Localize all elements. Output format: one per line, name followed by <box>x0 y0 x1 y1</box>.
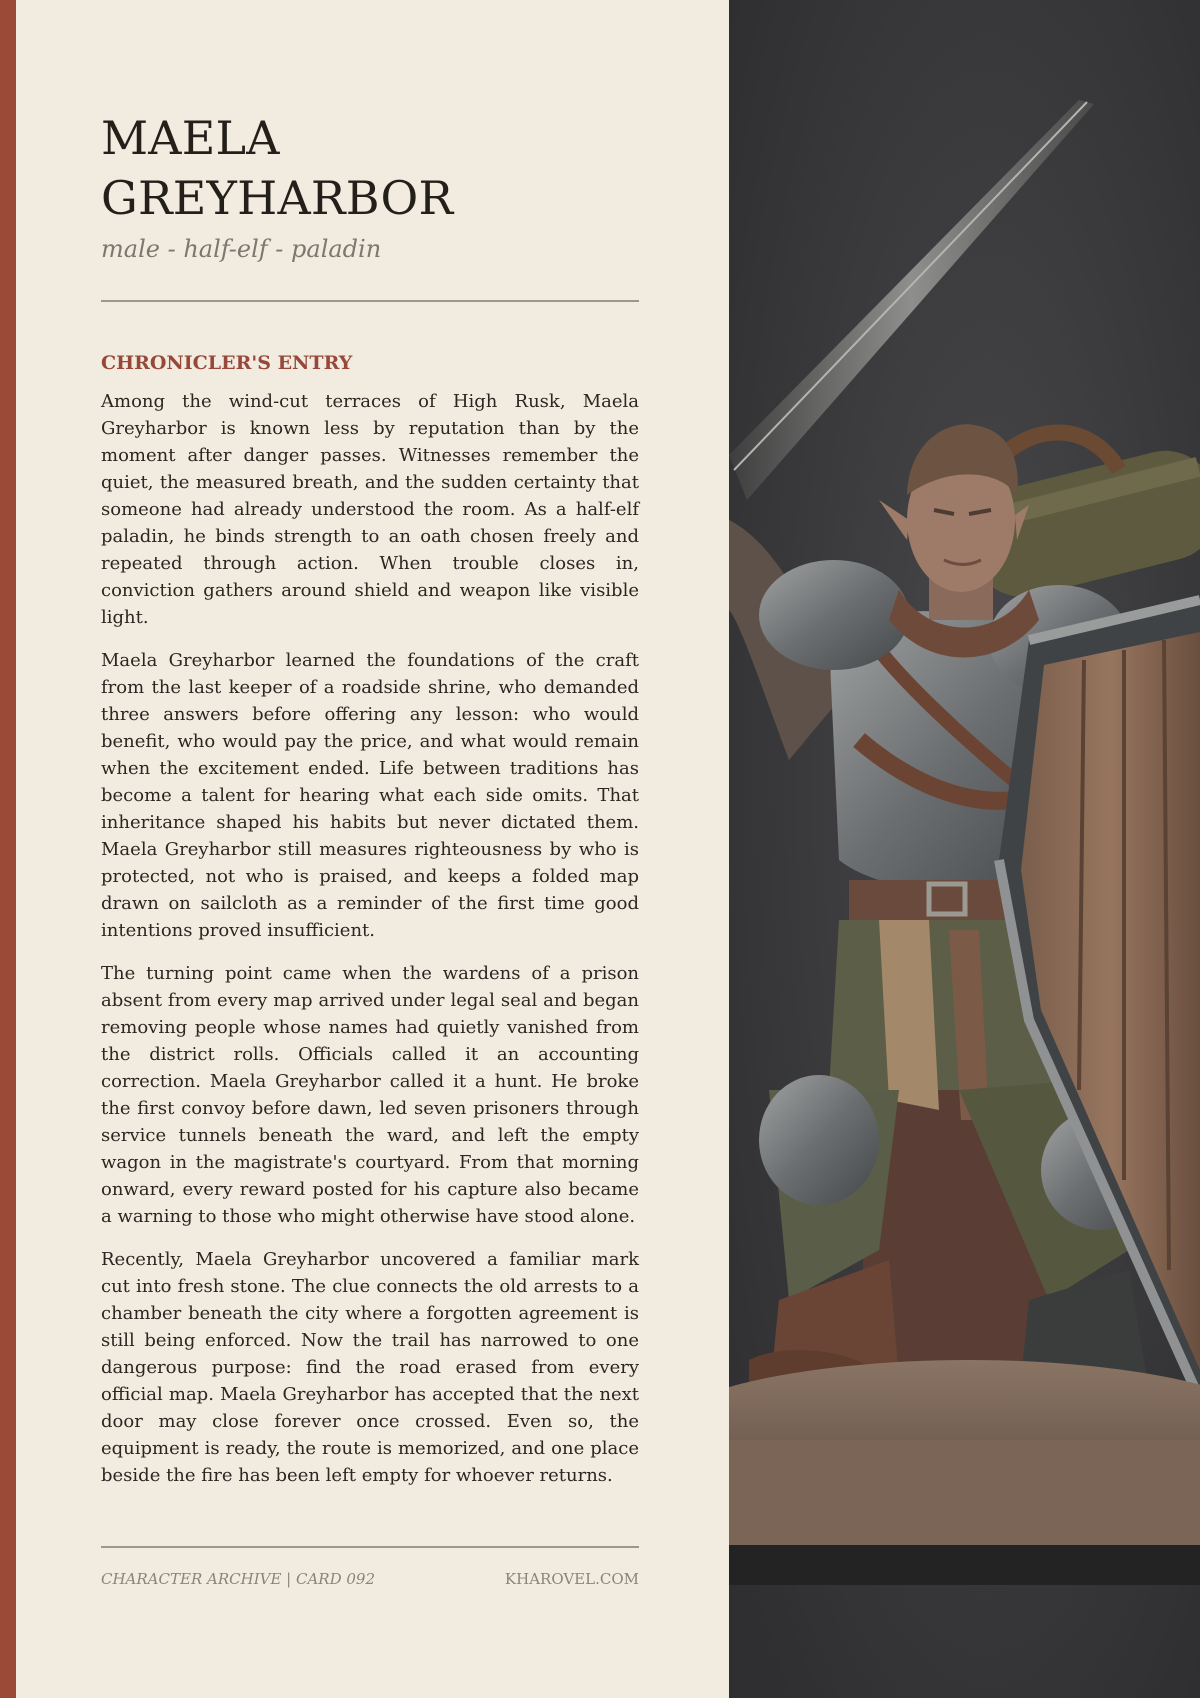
accent-bar <box>0 0 16 1698</box>
entry-paragraph-3: The turning point came when the wardens of a prison absent from every map arrived under legal seal and began removing people whose names had quietly vanished from the district rolls. Officials called it an accounting correction. Maela Greyharbor called it a hunt. He broke the first convoy before dawn, led seven prisoners through service tunnels beneath the ward, and left the empty wagon in the magistrate's courtyard. From that morning onward, every reward posted for his capture also became a warning to those who might otherwise have stood alone. <box>101 963 639 1227</box>
entry-paragraph-2: Maela Greyharbor learned the foundations of the craft from the last keeper of a roadside shrine, who demanded three answers before offering any lesson: who would benefit, who would pay the price, and what would remain when the excitement ended. Life between traditions has become a talent for hearing what each side omits. That inheritance shaped his habits but never dictated them. Maela Greyharbor still measures righteousness by who is protected, not who is praised, and keeps a folded map drawn on sailcloth as a reminder of the first time good intentions proved insufficient. <box>101 650 639 941</box>
footer-row <box>101 1570 639 1592</box>
card-body <box>101 108 639 1505</box>
card-footer <box>101 1546 639 1592</box>
character-portrait <box>729 0 1200 1698</box>
header-divider <box>101 300 639 302</box>
section-heading: CHRONICLER'S ENTRY <box>101 352 353 374</box>
character-card-text-panel <box>16 0 729 1698</box>
entry-paragraph-4: Recently, Maela Greyharbor uncovered a familiar mark cut into fresh stone. The clue connects the old arrests to a chamber beneath the city where a forgotten agreement is still being enforced. Now the trail has narrowed to one dangerous purpose: find the road erased from every official map. Maela Greyharbor has accepted that the next door may close forever once crossed. Even so, the equipment is ready, the route is memorized, and one place beside the fire has been left empty for whoever returns. <box>101 1249 639 1486</box>
footer-divider <box>101 1546 639 1548</box>
left-pauldron-icon <box>759 560 909 670</box>
entry-paragraph-1: Among the wind-cut terraces of High Rusk, Maela Greyharbor is known less by reputation than by the moment after danger passes. Witnesses remember the quiet, the measured breath, and the sudden certainty that someone had already understood the room. As a half-elf paladin, he binds strength to an oath chosen freely and repeated through action. When trouble closes in, conviction gathers around shield and weapon like visible light. <box>101 391 639 628</box>
character-descriptor: male - half-elf - paladin <box>101 235 382 263</box>
character-name: MAELA GREYHARBOR <box>101 111 454 225</box>
archive-label: CHARACTER ARCHIVE | CARD 092 <box>101 1570 376 1588</box>
miniature-base-icon <box>729 1360 1200 1585</box>
paladin-miniature-illustration <box>729 0 1200 1698</box>
site-link[interactable]: KHAROVEL.COM <box>504 1570 639 1588</box>
